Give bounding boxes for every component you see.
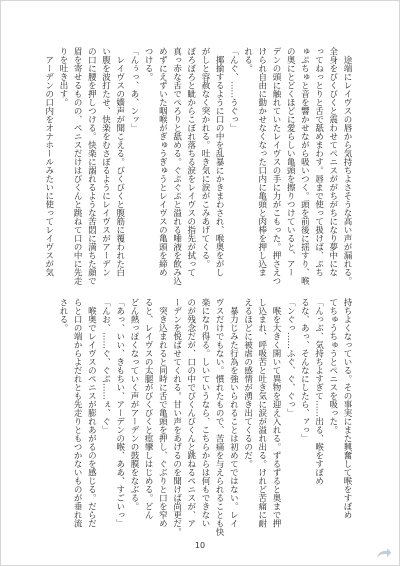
lower-text-column: される。 bbox=[57, 298, 68, 332]
lower-text-column: てちゅうちゅうとペニスを吸った。 bbox=[327, 298, 338, 434]
upper-text-column: りを吐き出す。 bbox=[57, 47, 68, 107]
lower-text-column: ヴスだけでもない。慣れたもので、苦痛を与えられることも快 bbox=[214, 298, 225, 536]
lower-text-column: 喉奥でレイヴスのペニスが膨れあがるのを感じる。だらだ bbox=[86, 298, 97, 528]
lower-text-column: らと口の端からよだれとも先走りともつかないものが垂れ流 bbox=[72, 298, 83, 528]
lower-text-column: 持ちよくなっている。その事実にまた興奮して喉をすぼめ bbox=[342, 298, 352, 519]
upper-text-column: レイヴスの嬌声が聞こえる。びくびくと腹筋に覆われた白 bbox=[114, 47, 125, 277]
upper-text-column: の奥にとどくほどに愛らしい亀頭を擦りつけていると、アー bbox=[285, 47, 296, 277]
upper-text-column: つける。 bbox=[143, 47, 154, 81]
upper-text-column: 途端にレイヴスの唇から気持ちよさそうな高い声が漏れる。 bbox=[342, 47, 352, 285]
upper-text-column: ゅぷちゅと音を響かせながら吸いつく。頭を前後に揺すり、喉 bbox=[299, 47, 310, 285]
lower-text-column: ると、レイヴスの太腿がびくびくと痙攣しはじめる。どん bbox=[143, 298, 154, 519]
lower-text-column: 暴力じみた行為を強いられることは初めてではない。レイ bbox=[228, 298, 239, 528]
lower-text-column: えるほどに被虐の感情が湧き出てくるのだ。 bbox=[242, 298, 253, 468]
lower-text-column: 「ンぐっ……ふぐ、ぐ、ぐっ」 bbox=[285, 298, 296, 417]
upper-text-column: 「んぐ、……うぐっ」 bbox=[228, 47, 239, 132]
upper-text-column: めずにえずいた咽喉がぎゅうぎゅうとレイヴスの亀頭を締め bbox=[157, 47, 168, 277]
lower-text-column: 「んっぶ、気持ちよすぎて……出る、喉をすぼめ bbox=[313, 298, 324, 485]
lower-text-column: ーデンを悦ばせてくれる。甘い声をあげるのを聞けば尚更だ。 bbox=[171, 298, 182, 536]
upper-text-column: ってねっとりと舌で舐めまわす。唇まで使って扱けば、ぷち bbox=[313, 47, 324, 277]
lower-text-column: 喉を大きく開いて異物を迎え入れる。ずるずると奥まで押 bbox=[270, 298, 281, 528]
lower-text-column: 「あっ、いい、きもちい、アーデンの喉、ああ、すごいっ」 bbox=[114, 298, 125, 528]
upper-text-column: 全身をびくびくと震わせてペニスががちがちになり夢中にな bbox=[327, 47, 338, 277]
upper-text-column: 眉を寄せるものの、ペニスだけはびくんと跳ねて口の中に先走 bbox=[72, 47, 83, 285]
upper-text-column: の口に腰を押しつける。快楽に溺れるような苦悶に満ちた顔で bbox=[86, 47, 97, 285]
upper-text-column: 真っ赤な舌でぺろりと舐める。ぐぷぐぷと溢れる唾液を飲み込 bbox=[171, 47, 182, 285]
upper-text-column: けられ自由に動かせなくなった口内に亀頭と肉棒を押し込ま bbox=[256, 47, 267, 277]
page-turn-icon[interactable] bbox=[376, 547, 392, 559]
upper-text-block bbox=[42, 47, 354, 287]
lower-text-column: 突き込まれると同時に舌で亀頭を押し、ぐぶりと口を窄め bbox=[157, 298, 168, 528]
upper-text-column: 揶揄するように口の中を乱暴にかきまわされ、喉奥をがし bbox=[214, 47, 225, 277]
upper-text-column: い腹を波打たせ、快楽をむさぼるようにレイヴスがアーデン bbox=[100, 47, 111, 277]
upper-text-column: がしと容赦なく突かれる。吐き気に涙がこみあげてくる。 bbox=[199, 47, 210, 268]
page-turn-arrow bbox=[376, 547, 392, 559]
lower-text-column: し込まれ、呼吸苦と吐き気に涙が溢れ出る。けれど苦痛に耐 bbox=[256, 298, 267, 528]
lower-text-column: るな、あっ、そんなにしたら、ァっ」 bbox=[299, 298, 310, 443]
upper-text-column: アーデンの口内をオナホールみたいに使ってレイヴスが気 bbox=[43, 47, 54, 277]
lower-text-column: 楽になり得る。しいていうなら、こちらからは何もできない bbox=[199, 298, 210, 528]
lower-text-block bbox=[56, 298, 354, 538]
upper-text-column: デンの頭に触れていたレイヴスの手に力がこもった。押さえつ bbox=[270, 47, 281, 285]
lower-text-column: 「んお、……ぐ、ぐぶ……ぇ、ぐ」 bbox=[100, 298, 111, 434]
upper-text-column: 「んぅっ、あ、ンッ」 bbox=[128, 47, 139, 132]
upper-text-column: ぼろぼろと眦からこぼれ落ちる涙をレイヴスの指先が拭って bbox=[185, 47, 196, 277]
lower-text-column: どん熱っぽくなっていく声がアーデンの鼓膜をなぶる。 bbox=[128, 298, 139, 511]
lower-text-column: のが残念だが、口の中でびくんびくんと跳ねるペニスが、ア bbox=[185, 298, 196, 528]
page-number: 10 bbox=[194, 541, 206, 550]
upper-text-column: れる。 bbox=[242, 47, 253, 73]
